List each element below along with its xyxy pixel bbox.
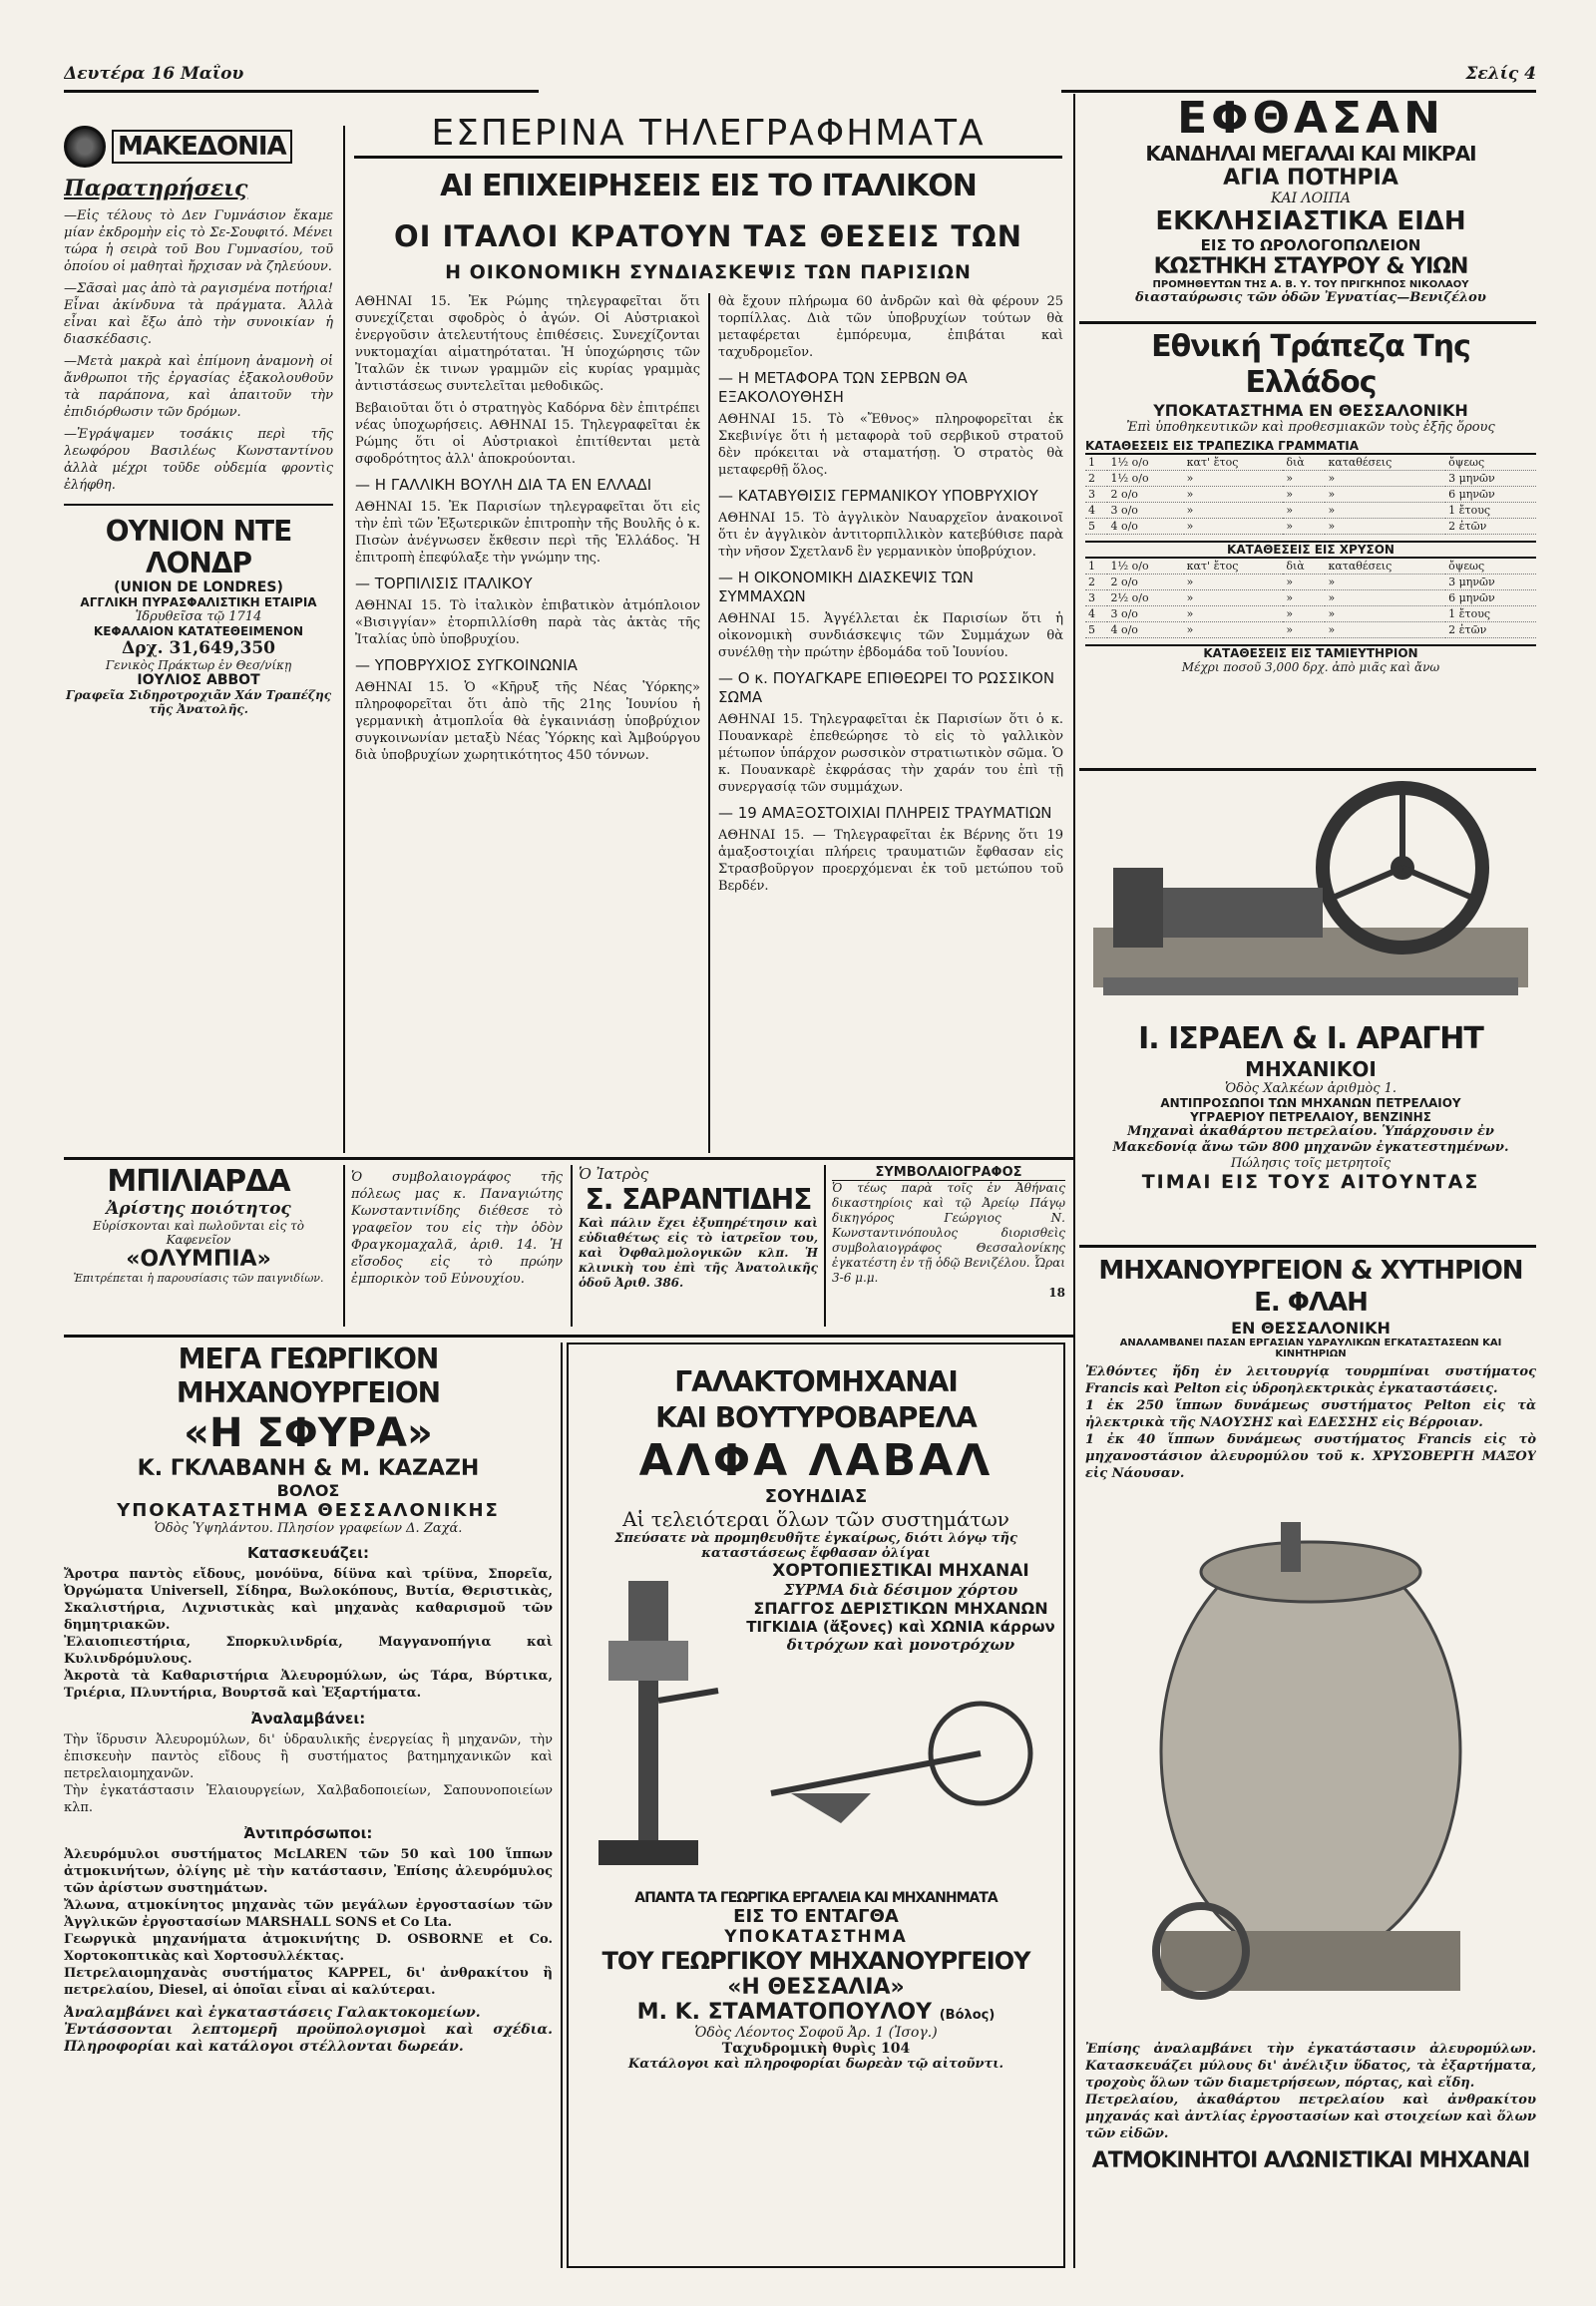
note-paragraph: —Εἰς τέλους τὸ Δεν Γυμνάσιον ἔκαμε μίαν ἐκδρομὴν εἰς τὸ Σε-Σουφιτό. Μένει τώρα ἡ σειρὰ τοῦ Βου Γυμνασίου, τοῦ ὁποίου οἱ μαθηταὶ ἤρχισαν νὰ ζηλεύουν. [64, 208, 333, 274]
laval-f6b: (Βόλος) [939, 2008, 996, 2023]
table-cell: 3 ο/ο [1107, 606, 1183, 622]
sfyra-address: Ὁδὸς Ὑψηλάντου. Πλησίον γραφείων Δ. Ζαχά. [154, 1521, 463, 1536]
sfyra-rep4: Πετρελαιομηχανὰς συστήματος KAPPEL, δι' ἀνθρακίτου ἢ πετρελαίου, Diesel, αἱ ὁποῖαι εἶναι αἱ καλύτεραι. [64, 1966, 553, 1998]
table-cell: 1½ ο/ο [1107, 559, 1183, 575]
table-cell: 2 ο/ο [1107, 487, 1183, 503]
laval-title2: ΚΑΙ ΒΟΥΤΥΡΟΒΑΡΕΛΑ [655, 1401, 977, 1434]
banner [354, 112, 1062, 160]
ephoxan-l6: ΚΩΣΤΗΚΗ ΣΤΑΥΡΟΥ & ΥΙΩΝ [1153, 254, 1468, 279]
bank-title: Εθνική Τράπεζα Της Ελλάδος [1151, 329, 1470, 400]
table-cell: 3 μηνῶν [1445, 471, 1536, 487]
laval-f8: Ταχυδρομικὴ θυρὶς 104 [721, 2041, 911, 2057]
masthead-rule-right [1061, 90, 1536, 93]
telegram-paragraph: ΑΘΗΝΑΙ 15. — Τηλεγραφεῖται ἐκ Βέρνης ὅτι 19 ἁμαξοστοιχίαι πλήρεις τραυματιῶν ἔφθασαν εἰς Στρασβοῦργον προερχόμεναι ἐκ τοῦ μετώπου τοῦ Βερδέν. [718, 828, 1063, 894]
doctor-text: Καὶ πάλιν ἔχει ἐξυπηρέτησιν καὶ εὐδιαθέτως εἰς τὸ ἰατρεῖον του, καὶ Ὀφθαλμολογικῶν κλπ. Ἡ κλινικὴ του ἐπὶ τῆς Ἀνατολικῆς ὁδοῦ Ἀριθ. 386. [579, 1216, 818, 1290]
table-cell: 2 [1085, 575, 1107, 590]
phlas-sub: ΕΝ ΘΕΣΣΑΛΟΝΙΚΗ [1231, 1319, 1391, 1338]
telegram-heading: — Η ΓΑΛΛΙΚΗ ΒΟΥΛΗ ΔΙΑ ΤΑ ΕΝ ΕΛΛΑΔΙ [355, 476, 652, 494]
bank-section-1: ΚΑΤΑΘΕΣΕΙΣ ΕΙΣ ΤΡΑΠΕΖΙΚΑ ΓΡΑΜΜΑΤΙΑ [1085, 439, 1536, 455]
telegram-paragraph: Βεβαιοῦται ὅτι ὁ στρατηγὸς Καδόρνα δὲν ἐπιτρέπει νέας ὑποχωρήσεις. ΑΘΗΝΑΙ 15. Τηλεγραφεῖται ἐκ Ρώμης ὅτι οἱ Αὐστριακοὶ ἐπιτίθενται μετὰ σφοδρότητος ἀλλ' ἀποκρούονται. [355, 401, 700, 467]
ephoxan-l2: ΑΓΙΑ ΠΟΤΗΡΙΑ [1223, 166, 1398, 191]
telegram-heading: — 19 ΑΜΑΞΟΣΤΟΙΧΙΑΙ ΠΛΗΡΕΙΣ ΤΡΑΥΜΑΤΙΩΝ [718, 804, 1052, 822]
table-cell: » [1283, 575, 1325, 590]
sfyra-make3: Ἀκροτὰ τὰ Καθαριστήρια Ἀλευρομύλων, ὡς Τάρα, Βύρτικα, Τριέρια, Πλυντήρια, Βουρτσᾶ καὶ Ἐξαρτήματα. [64, 1669, 553, 1701]
table-cell: » [1184, 487, 1284, 503]
plough-illustration [738, 1654, 1063, 1833]
table-cell: » [1184, 590, 1284, 606]
notes-body [64, 207, 333, 494]
telegram-paragraph: ΑΘΗΝΑΙ 15. Ὁ «Κῆρυξ τῆς Νέας Ὑόρκης» πληροφορεῖται ὅτι ἀπὸ τῆς 21ης Ἰουνίου ἡ γερμανικὴ ἀτμοπλοΐα θὰ ἐγκαινιάσῃ ὑποβρύχιον συγκοινωνίαν μεταξὺ Νέας Ὑόρκης καὶ Ἀμβούργου διὰ ὑποβρυχίων χωρητικότητος 450 τόννων. [355, 680, 700, 763]
laval-f5: «Η ΘΕΣΣΑΛΙΑ» [727, 1975, 905, 2000]
laval-l6: διτρόχων καὶ μονοτρόχων [786, 1636, 1015, 1654]
ephoxan-l1: ΚΑΝΔΗΛΑΙ ΜΕΓΑΛΑΙ ΚΑΙ ΜΙΚΡΑΙ [1145, 142, 1476, 166]
col-divider [1073, 94, 1075, 2268]
left-column [64, 126, 333, 1153]
table-cell: » [1184, 503, 1284, 519]
sfyra-make-label: Κατασκευάζει: [247, 1544, 369, 1562]
divider [64, 504, 333, 506]
table-cell: 2 ἐτῶν [1445, 622, 1536, 638]
laval-f2: ΕΙΣ ΤΟ ΕΝΤΑΓΘΑ [733, 1906, 899, 1927]
col-divider [571, 1165, 573, 1327]
sfyra-foot2: Ἐντάσσονται λεπτομερῆ προϋπολογισμοὶ καὶ σχέδια. Πληροφορίαι καὶ κατάλογοι στέλλονται δωρεάν. [64, 2022, 553, 2055]
laval-l2: ΧΟΡΤΟΠΙΕΣΤΙΚΑΙ ΜΗΧΑΝΑΙ [772, 1561, 1029, 1581]
laval-f4: ΤΟΥ ΓΕΩΡΓΙΚΟΥ ΜΗΧΑΝΟΥΡΓΕΙΟΥ [601, 1947, 1030, 1975]
bank-section-2: ΚΑΤΑΘΕΣΕΙΣ ΕΙΣ ΧΡΥΣΟΝ [1085, 541, 1536, 559]
laval-f1: ΑΠΑΝΤΑ ΤΑ ΓΕΩΡΓΙΚΑ ΕΡΓΑΛΕΙΑ ΚΑΙ ΜΗΧΑΝΗΜΑΤΑ [634, 1890, 998, 1906]
laval-l1: Σπεύσατε νὰ προμηθευθῆτε ἐγκαίρως, διότι λόγῳ τῆς καταστάσεως ἔφθασαν ὀλίγαι [614, 1531, 1017, 1561]
table-row [1085, 519, 1536, 535]
israel-address: Ὁδὸς Χαλκέων ἀριθμὸς 1. [1224, 1081, 1397, 1096]
masthead-page: Σελίς 4 [1465, 64, 1536, 84]
telegram-heading: — ΚΑΤΑΒΥΘΙΣΙΣ ΓΕΡΜΑΝΙΚΟΥ ΥΠΟΒΡΥΧΙΟΥ [718, 487, 1038, 505]
plough-image [751, 1654, 1050, 1833]
notary-text: Ὁ συμβολαιογράφος τῆς πόλεως μας κ. Παναγιώτης Κωνσταντινίδης διέθεσε τὸ γραφεῖον του εἰς τὴν ὁδὸν Φραγκομαχαλᾶ, ἀριθ. 14. Ἡ εἴσοδος εἰς τὸ πρώην ἐμπορικὸν τοῦ Εὐνουχίου. [351, 1170, 563, 1287]
col-divider [824, 1165, 826, 1327]
telegram-heading: — Η ΟΙΚΟΝΟΜΙΚΗ ΔΙΑΣΚΕΨΙΣ ΤΩΝ ΣΥΜΜΑΧΩΝ [718, 569, 975, 605]
table-cell: διὰ [1283, 559, 1325, 575]
notary2-title: ΣΥΜΒΟΛΑΙΟΓΡΑΦΟΣ [832, 1165, 1065, 1181]
separator-illustration [569, 1561, 738, 1890]
note-paragraph: —Μετὰ μακρὰ καὶ ἐπίμονη ἀναμονὴ οἱ ἄνθρωποι τῆς ἐργασίας ἐξακολουθοῦν τὰ παράπονα, καὶ ἀπαιτοῦν τὴν ἐπιδιόρθωσιν τῶν δρόμων. [64, 354, 333, 420]
makedonia-logo [64, 126, 333, 168]
laval-ad [567, 1343, 1065, 2268]
billiards-title: ΜΠΙΛΙΑΡΔΑ [107, 1165, 290, 1199]
table-cell: 4 [1085, 606, 1107, 622]
table-row [1085, 487, 1536, 503]
divider [1079, 1245, 1536, 1248]
table-cell: » [1325, 519, 1445, 535]
sfyra-take2: Τὴν ἐγκατάστασιν Ἐλαιουργείων, Χαλβαδοποιείων, Σαπουνοποιείων κλπ. [64, 1783, 553, 1815]
union-capital: Δρχ. 31,649,350 [122, 638, 275, 658]
sfyra-branch: ΥΠΟΚΑΤΑΣΤΗΜΑ ΘΕΣΣΑΛΟΝΙΚΗΣ [117, 1500, 500, 1521]
table-cell: 3 [1085, 590, 1107, 606]
billiards-l1: Ἀρίστης ποιότητος [106, 1199, 291, 1219]
table-cell: » [1283, 503, 1325, 519]
laval-l4: ΣΠΑΓΓΟΣ ΔΕΡΙΣΤΙΚΩΝ ΜΗΧΑΝΩΝ [753, 1599, 1048, 1618]
israel-role: ΜΗΧΑΝΙΚΟΙ [1245, 1057, 1377, 1081]
table-cell: 6 μηνῶν [1445, 590, 1536, 606]
laval-tag: Αἱ τελειότεραι ὅλων τῶν συστημάτων [622, 1507, 1009, 1531]
notary2-num: 18 [1048, 1286, 1065, 1300]
table-cell: 3 μηνῶν [1445, 575, 1536, 590]
israel-ad [1085, 1021, 1536, 1239]
table-row [1085, 590, 1536, 606]
table-cell: καταθέσεις [1325, 559, 1445, 575]
note-paragraph: —Ἐγράψαμεν τοσάκις περὶ τῆς λεωφόρου Βασιλέως Κωνσταντίνου ἀλλὰ μέχρι τοῦδε οὐδεμία φροντὶς ἐλήφθη. [64, 427, 333, 493]
phlas-l4: 1 ἐκ 40 ἵππων δυνάμεως συστήματος Francis εἰς τὸ μηχανοστάσιον ἀλευρομύλου τοῦ κ. ΧΡΥΣΟΒΕΡΓΗ ΜΑΞΟΥ εἰς Νάουσαν. [1085, 1432, 1536, 1481]
telegram-column-a [355, 293, 700, 1153]
sfyra-make2: Ἐλαιοπιεστήρια, Σπορκυλινδρία, Μαγγανοπήγια καὶ Κυλινδρόμυλους. [64, 1635, 553, 1667]
doctor-ad [579, 1165, 818, 1327]
phlas-l5: Ἐπίσης ἀναλαμβάνει τὴν ἐγκατάστασιν ἀλευρομύλων. Κατασκευάζει μύλους δι' ἀνέλιξιν ὕδατος, τὰ ἐξαρτήματα, τροχοὺς ὅλων τῶν διαμετρήσεων, πόρτας, καὶ εἴδη. [1085, 2042, 1536, 2091]
table-cell: 3 [1085, 487, 1107, 503]
telegram-heading: — Η ΜΕΤΑΦΟΡΑ ΤΩΝ ΣΕΡΒΩΝ ΘΑ ΕΞΑΚΟΛΟΥΘΗΣΗ [718, 369, 968, 406]
sfyra-owners: Κ. ΓΚΛΑΒΑΝΗ & Μ. ΚΑΖΑΖΗ [137, 1456, 480, 1481]
billiards-ad [64, 1165, 333, 1327]
union-agent-label: Γενικὸς Πράκτωρ ἐν Θεσ/νίκῃ [105, 658, 292, 672]
table-cell: » [1184, 606, 1284, 622]
telegram-paragraph: ΑΘΗΝΑΙ 15. Τὸ ἀγγλικὸν Ναυαρχεῖον ἀνακοινοῖ ὅτι ἐν ἀγγλικὸν ἀντιτορπιλλικὸν κατεβύθισε παρὰ τὴν νῆσον Σχετλανδ ἓν γερμανικὸν ὑποβρύχιον. [718, 511, 1063, 560]
table-row [1085, 606, 1536, 622]
sfyra-rep3: Γεωργικὰ μηχανήματα ἀτμοκινήτης D. OSBORNE et Co. Χορτοκοπτικὰς καὶ Χορτοσυλλέκτας. [64, 1932, 553, 1964]
boiler-illustration [1121, 1492, 1500, 2031]
ephoxan-l8: διασταύρωσις τῶν ὁδῶν Ἐγνατίας—Βενιζέλου [1135, 290, 1486, 305]
sfyra-ad [64, 1343, 553, 2268]
col-divider [343, 1165, 345, 1327]
israel-l2: ΥΓΡΑΕΡΙΟΥ ΠΕΤΡΕΛΑΙΟΥ, ΒΕΝΖΙΝΗΣ [1190, 1110, 1431, 1124]
ephoxan-l5: ΕΙΣ ΤΟ ΩΡΟΛΟΓΟΠΩΛΕΙΟΝ [1200, 236, 1421, 254]
boiler-image [1121, 1492, 1500, 2031]
table-cell: 3 ο/ο [1107, 503, 1183, 519]
ephoxan-title: ΕΦΘΑΣΑΝ [1177, 96, 1444, 144]
israel-l4: Πώλησις τοῖς μετρητοῖς [1230, 1156, 1392, 1171]
table-cell: » [1184, 471, 1284, 487]
table-row [1085, 559, 1536, 575]
notary-ad [351, 1169, 563, 1327]
bank-intro: Ἐπὶ ὑποθηκευτικῶν καὶ προθεσμιακῶν τοὺς ἐξῆς ὅρους [1126, 420, 1495, 435]
union-ad [64, 516, 333, 716]
col-divider [343, 126, 345, 1153]
sfyra-title: ΜΕΓΑ ΓΕΩΡΓΙΚΟΝ ΜΗΧΑΝΟΥΡΓΕΙΟΝ [176, 1343, 441, 1409]
union-capital-label: ΚΕΦΑΛΑΙΟΝ ΚΑΤΑΤΕΘΕΙΜΕΝΟΝ [93, 624, 304, 638]
sfyra-rep2: Ἄλωνα, ατμοκίνητος μηχανὰς τῶν μεγάλων ἐργοστασίων τῶν Ἀγγλικῶν ἐργοστασίων MARSHALL SONS et Co Lta. [64, 1898, 553, 1930]
table-cell: διὰ [1283, 455, 1325, 471]
table-cell: » [1283, 471, 1325, 487]
billiards-l3: «ΟΛΥΜΠΙΑ» [126, 1247, 271, 1272]
deposit-table-1 [1085, 455, 1536, 535]
israel-l3: Μηχαναὶ ἀκαθάρτου πετρελαίου. Ὑπάρχουσιν ἐν Μακεδονίᾳ ἄνω τῶν 800 μηχανῶν ἐγκατεστημένων. [1112, 1124, 1509, 1155]
billiards-l4: Ἐπιτρέπεται ἡ παρουσίασις τῶν παιγνιδίων. [73, 1272, 324, 1285]
table-cell: ὄψεως [1445, 455, 1536, 471]
divider [64, 1335, 1073, 1338]
table-cell: » [1325, 471, 1445, 487]
sfyra-name: «Η ΣΦΥΡΑ» [184, 1410, 433, 1456]
laval-origin: ΣΟΥΗΔΙΑΣ [764, 1486, 868, 1507]
table-cell: καταθέσεις [1325, 455, 1445, 471]
table-cell: κατ' ἔτος [1184, 559, 1284, 575]
sfyra-rep-label: Ἀντιπρόσωποι: [243, 1824, 373, 1842]
table-cell: » [1184, 519, 1284, 535]
israel-l5: ΤΙΜΑΙ ΕΙΣ ΤΟΥΣ ΑΙΤΟΥΝΤΑΣ [1141, 1171, 1480, 1193]
bank-ad [1085, 329, 1536, 760]
bank-section-3: ΚΑΤΑΘΕΣΕΙΣ ΕΙΣ ΤΑΜΙΕΥΤΗΡΙΟΝ [1085, 644, 1536, 660]
sfyra-take-label: Ἀναλαμβάνει: [250, 1710, 366, 1728]
sfyra-make: Ἄροτρα παντὸς εἴδους, μονόϋνα, δίϋνα καὶ τρίϋνα, Σπορεῖα, Ὀργώματα Universell, Σίδηρα, Βωλοκόπους, Βυτία, Θεριστικὰς, Σκαλιστήρια, Λιχνιστικὰς καὶ μηχανὰς καθαρισμοῦ τῶν δημητριακῶν. [64, 1567, 553, 1633]
telegram-column-b [718, 293, 1063, 1153]
table-cell: 1 ἔτους [1445, 606, 1536, 622]
banner-title: ΕΣΠΕΡΙΝΑ ΤΗΛΕΓΡΑΦΗΜΑΤΑ [354, 112, 1062, 159]
engine-illustration [1083, 778, 1538, 1017]
table-cell: κατ' ἔτος [1184, 455, 1284, 471]
table-cell: 1 ἔτους [1445, 503, 1536, 519]
table-cell: » [1283, 622, 1325, 638]
ephoxan-l3: ΚΑΙ ΛΟΙΠΑ [1271, 191, 1351, 206]
phlas-l6: Πετρελαίου, ἀκαθάρτου πετρελαίου καὶ ἀνθρακίτου μηχανάς καὶ ἀντλίας ἐργοστασίων καὶ στοιχείων καὶ ὅλων τῶν εἰδῶν. [1085, 2093, 1536, 2141]
headline-2: ΟΙ ΙΤΑΛΟΙ ΚΡΑΤΟΥΝ ΤΑΣ ΘΕΣΕΙΣ ΤΩΝ [393, 219, 1023, 253]
sfyra-take: Τὴν ἵδρυσιν Ἀλευρομύλων, δι' ὑδραυλικῆς ἐνεργείας ἢ μηχανῶν, τὴν ἐπισκευὴν παντὸς εἴδους ἢ συστήματος βατημηχανικῶν καὶ πετρελαιομηχανῶν. [64, 1732, 553, 1781]
table-row [1085, 622, 1536, 638]
col-divider [561, 1343, 563, 2268]
table-cell: » [1184, 575, 1284, 590]
table-cell: » [1325, 487, 1445, 503]
table-row [1085, 503, 1536, 519]
table-cell: ὄψεως [1445, 559, 1536, 575]
col-divider [708, 293, 710, 1153]
table-cell: 2 [1085, 471, 1107, 487]
table-cell: » [1325, 575, 1445, 590]
divider [64, 1157, 1073, 1160]
union-agent: ΙΟΥΛΙΟΣ ΑΒΒΟΤ [137, 672, 260, 688]
telegram-heading: — Ο κ. ΠΟΥΑΓΚΑΡΕ ΕΠΙΘΕΩΡΕΙ ΤΟ ΡΩΣΣΙΚΟΝ ΣΩΜΑ [718, 669, 1055, 706]
union-founded: Ἱδρυθεῖσα τῷ 1714 [135, 609, 262, 624]
ephoxan-l7: ΠΡΟΜΗΘΕΥΤΩΝ ΤΗΣ Α. Β. Υ. ΤΟΥ ΠΡΙΓΚΗΠΟΣ ΝΙΚΟΛΑΟΥ [1152, 279, 1469, 290]
israel-l1: ΑΝΤΙΠΡΟΣΩΠΟΙ ΤΩΝ ΜΗΧΑΝΩΝ ΠΕΤΡΕΛΑΙΟΥ [1160, 1096, 1461, 1110]
phlas-l2: Ἐλθόντες ἤδη ἐν λειτουργίᾳ τουρμπίναι συστήματος Francis καὶ Pelton εἰς ὑδροηλεκτρικὰς ἐγκαταστάσεις. [1085, 1364, 1536, 1396]
divider [1079, 768, 1536, 771]
sfyra-foot1: Ἀναλαμβάνει καὶ ἐγκαταστάσεις Γαλακτοκομείων. [64, 2005, 481, 2021]
table-cell: 4 ο/ο [1107, 622, 1183, 638]
phlas-footer-text: ΑΤΜΟΚΙΝΗΤΟΙ ΑΛΩΝΙΣΤΙΚΑΙ ΜΗΧΑΝΑΙ [1091, 2148, 1530, 2173]
table-cell: » [1283, 487, 1325, 503]
telegram-paragraph: ΑΘΗΝΑΙ 15. Τὸ ἰταλικὸν ἐπιβατικὸν ἀτμόπλοιον «Βισιγγίαν» ἐτορπιλλίσθη παρὰ τὰς ἀκτὰς τῆς Ἰταλίας ὑπὸ ὑποβρυχίου. [355, 598, 700, 647]
laval-f6-wrap [569, 2000, 1063, 2025]
phlas-l1: ΑΝΑΛΑΜΒΑΝΕΙ ΠΑΣΑΝ ΕΡΓΑΣΙΑΝ ΥΔΡΑΥΛΙΚΩΝ ΕΓΚΑΤΑΣΤΑΣΕΩΝ ΚΑΙ ΚΙΝΗΤΗΡΙΩΝ [1119, 1338, 1502, 1359]
table-row [1085, 575, 1536, 590]
bank-footer: Μέχρι ποσοῦ 3,000 δρχ. ἀπὸ μιᾶς καὶ ἄνω [1181, 660, 1440, 674]
brand-name: ΜΑΚΕΔΟΝΙΑ [112, 130, 292, 164]
telegram-paragraph: ΑΘΗΝΑΙ 15. Ἐκ Παρισίων τηλεγραφεῖται ὅτι εἰς τὴν ἐπὶ τῶν Ἐξωτερικῶν ἐπιτροπὴν τῆς Βουλῆς ὁ κ. Πισὼν ἀνέγνωσεν ἔκθεσιν περὶ τῆς Ἑλλάδος. Ἡ ἐπιτροπὴ ἐπεφύλαξε τὴν γνώμην της. [355, 500, 700, 566]
union-address: Γραφεῖα Σιδηροτροχιᾶν Χάν Τραπέζης τῆς Ἀνατολῆς. [65, 688, 331, 716]
phlas-l3: 1 ἐκ 250 ἵππων δυνάμεως συστήματος Pelton εἰς τὰ ἠλεκτρικὰ τῆς ΝΑΟΥΣΗΣ καὶ ΕΔΕΣΣΗΣ εἰς Βέρροιαν. [1085, 1398, 1536, 1430]
telegram-heading: — ΥΠΟΒΡΥΧΙΟΣ ΣΥΓΚΟΙΝΩΝΙΑ [355, 656, 578, 674]
laval-l5: ΤΙΓΚΙΔΙΑ (ἄξονες) καὶ ΧΩΝΙΑ κάρρων [746, 1618, 1055, 1636]
masthead-date: Δευτέρα 16 Μαΐου [64, 64, 244, 84]
union-sub: ΑΓΓΛΙΚΗ ΠΥΡΑΣΦΑΛΙΣΤΙΚΗ ΕΤΑΙΡΙΑ [80, 595, 317, 609]
table-cell: » [1283, 590, 1325, 606]
phlas-title: ΜΗΧΑΝΟΥΡΓΕΙΟΝ & ΧΥΤΗΡΙΟΝ Ε. ΦΛΑΗ [1098, 1256, 1523, 1318]
telegram-paragraph: ΑΘΗΝΑΙ 15. Ἀγγέλλεται ἐκ Παρισίων ὅτι ἡ οἰκονομικὴ συνδιάσκεψις τῶν Συμμάχων θὰ συνέλθῃ τὴν πρώτην ἑβδομάδα τοῦ Ἰουνίου. [718, 611, 1063, 660]
note-paragraph: —Σᾶσαὶ μας ἀπὸ τὰ ραγισμένα ποτήρια! Εἶναι ἀκίνδυνα τὰ πράγματα. Ἀλλὰ εἶναι καὶ ἔξω ἀπὸ τὴν συνοικίαν ἡ διασκέδασις. [64, 281, 333, 347]
sfyra-city: ΒΟΛΟΣ [276, 1481, 340, 1500]
laval-brand: ΑΛΦΑ ΛΑΒΑΛ [638, 1435, 994, 1486]
table-cell: » [1184, 622, 1284, 638]
billiards-l2: Εὑρίσκονται καὶ πωλοῦνται εἰς τὸ Καφενεῖον [92, 1219, 305, 1247]
telegram-paragraph: θὰ ἔχουν πλήρωμα 60 ἀνδρῶν καὶ θὰ φέρουν 25 τορπίλλας. Διὰ τῶν ὑποβρυχίων τούτων θὰ μεταφέρεται ἐμπόρευμα, ἐπιβάται καὶ ταχυδρομεῖον. [718, 294, 1063, 360]
doctor-name: Σ. ΣΑΡΑΝΤΙΔΗΣ [585, 1183, 812, 1216]
laval-l3: ΣΥΡΜΑ διὰ δέσιμον χόρτου [783, 1581, 1018, 1599]
table-cell: 5 [1085, 519, 1107, 535]
table-cell: 1 [1085, 455, 1107, 471]
sfyra-rep: Ἀλευρόμυλοι συστήματος McLAREN τῶν 50 καὶ 100 ἵππων ἀτμοκινήτων, ὀλίγης μὲ τὴν κατάστασιν, Ἐπίσης ἀλευρόμυλος τῶν ἀρίστων συστημάτων. [64, 1847, 553, 1896]
telegram-paragraph: ΑΘΗΝΑΙ 15. Τηλεγραφεῖται ἐκ Παρισίων ὅτι ὁ κ. Πουανκαρὲ ἐπεθεώρησε τὸ εἰς τὸ γαλλικὸν μέτωπον ὑπάρχον ρωσσικὸν στρατιωτικὸν σῶμα. Ὁ κ. Πουανκαρὲ ἐκφράσας τὴν χαράν του ἐπὶ τῇ συνεργασίᾳ τῶν συμμάχων. [718, 712, 1063, 795]
laval-f9: Κατάλογοι καὶ πληροφορίαι δωρεὰν τῷ αἰτοῦντι. [627, 2057, 1004, 2072]
israel-names: Ι. ΙΣΡΑΕΛ & Ι. ΑΡΑΓΗΤ [1138, 1021, 1483, 1056]
table-cell: 4 ο/ο [1107, 519, 1183, 535]
table-cell: » [1325, 590, 1445, 606]
union-latin: (UNION DE LONDRES) [114, 579, 283, 595]
emblem-icon [64, 126, 106, 168]
separator-image [569, 1561, 738, 1890]
headline-3: Η ΟΙΚΟΝΟΜΙΚΗ ΣΥΝΔΙΑΣΚΕΨΙΣ ΤΩΝ ΠΑΡΙΣΙΩΝ [445, 261, 972, 283]
table-row [1085, 455, 1536, 471]
table-cell: 4 [1085, 503, 1107, 519]
table-cell: » [1325, 622, 1445, 638]
table-cell: » [1325, 503, 1445, 519]
headline: ΑΙ ΕΠΙΧΕΙΡΗΣΕΙΣ ΕΙΣ ΤΟ ΙΤΑΛΙΚΟΝ [440, 169, 977, 203]
table-cell: 1½ ο/ο [1107, 471, 1183, 487]
deposit-table-2 [1085, 559, 1536, 638]
telegram-heading: — ΤΟΡΠΙΛΙΣΙΣ ΙΤΑΛΙΚΟΥ [355, 575, 533, 592]
phlas-ad [1085, 1255, 1536, 2268]
table-cell: » [1325, 606, 1445, 622]
table-row [1085, 471, 1536, 487]
table-cell: » [1283, 519, 1325, 535]
table-cell: 6 μηνῶν [1445, 487, 1536, 503]
notary2-ad [832, 1165, 1065, 1327]
section-title: Παρατηρήσεις [64, 176, 248, 201]
doctor-label: Ὁ Ἰατρὸς [579, 1165, 649, 1183]
ephoxan-l4: ΕΚΚΛΗΣΙΑΣΤΙΚΑ ΕΙΔΗ [1155, 206, 1466, 236]
table-cell: 1½ ο/ο [1107, 455, 1183, 471]
engine-image [1083, 778, 1538, 1017]
laval-f6: Μ. Κ. ΣΤΑΜΑΤΟΠΟΥΛΟΥ [636, 2000, 933, 2025]
laval-f3: ΥΠΟΚΑΤΑΣΤΗΜΑ [724, 1927, 908, 1947]
laval-title1: ΓΑΛΑΚΤΟΜΗΧΑΝΑΙ [674, 1365, 958, 1398]
divider [1079, 321, 1536, 324]
laval-f7: Ὁδὸς Λέοντος Σοφοῦ Ἀρ. 1 (Ἰσογ.) [694, 2025, 938, 2041]
bank-branch: ΥΠΟΚΑΤΑΣΤΗΜΑ ΕΝ ΘΕΣΣΑΛΟΝΙΚΗ [1153, 401, 1468, 420]
table-cell: 1 [1085, 559, 1107, 575]
table-cell: 2 ἐτῶν [1445, 519, 1536, 535]
telegram-paragraph: ΑΘΗΝΑΙ 15. Ἐκ Ρώμης τηλεγραφεῖται ὅτι συνεχίζεται σφοδρὸς ὁ ἀγών. Οἱ Αὐστριακοὶ ἐνεργοῦσιν ἀτελευτήτους ἐπιθέσεις. Συνεχίζονται νυκτομαχίαι αἱματηρόταται. Ἡ ὑποχώρησις τῶν Ἰταλῶν ἐκ τινων γραμμῶν εἰς κυρίας γραμμὰς ἀντιστάσεως συντελεῖται μεθοδικῶς. [355, 294, 700, 394]
table-cell: 2 ο/ο [1107, 575, 1183, 590]
ephoxan-ad [1085, 96, 1536, 315]
table-cell: » [1283, 606, 1325, 622]
table-cell: 5 [1085, 622, 1107, 638]
table-cell: 2½ ο/ο [1107, 590, 1183, 606]
notary2-text: Ὁ τέως παρὰ τοῖς ἐν Ἀθήναις δικαστηρίοις καὶ τῷ Ἀρείῳ Πάγῳ δικηγόρος Γεώργιος Ν. Κωνσταντινόπουλος διορισθεὶς συμβολαιογράφος Θεσσαλονίκης ἐγκατέστη ἐν τῇ ὁδῷ Βενιζέλου. Ὧραι 3-6 μ.μ. [832, 1181, 1065, 1285]
telegram-paragraph: ΑΘΗΝΑΙ 15. Τὸ «Ἔθνος» πληροφορεῖται ἐκ Σκεβινίγε ὅτι ἡ μεταφορὰ τοῦ σερβικοῦ στρατοῦ δὲν πρόκειται νὰ σταματήσῃ. Ὁ στρατὸς θὰ μεταφερθῇ ὅλος. [718, 412, 1063, 478]
union-title: ΟΥΝΙΟΝ ΝΤΕ ΛΟΝΔΡ [105, 515, 292, 579]
masthead-rule [64, 90, 539, 93]
